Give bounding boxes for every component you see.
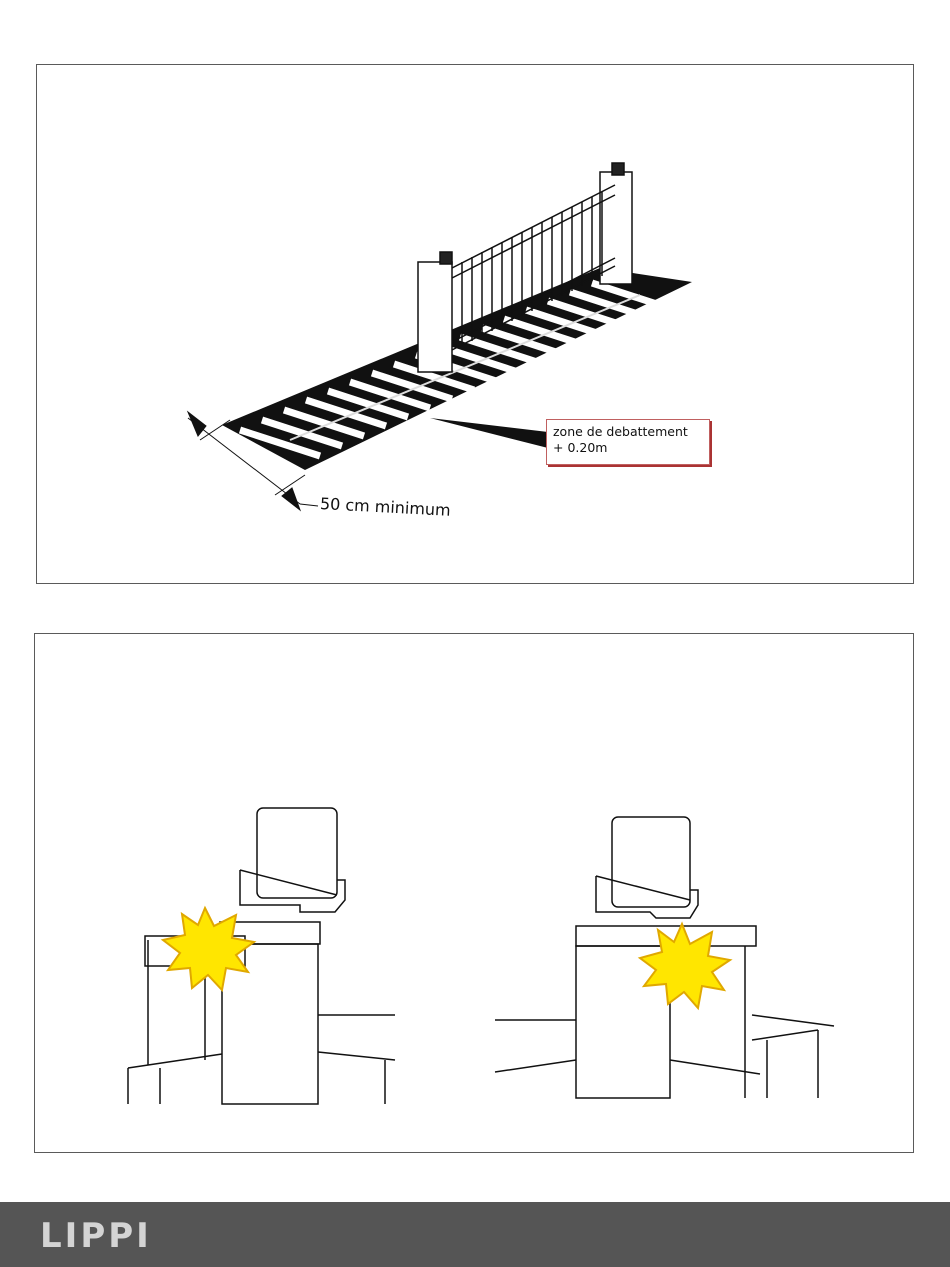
hazard-burst-left xyxy=(163,908,254,990)
lippi-logo: LIPPI xyxy=(40,1216,152,1256)
footer-bar xyxy=(0,1202,950,1267)
dimension-label: 50 cm minimum xyxy=(319,494,452,520)
callout-line1: zone de debattement xyxy=(553,424,688,439)
hazard-burst-right xyxy=(640,924,730,1008)
callout-line2: + 0.20m xyxy=(553,440,608,455)
crush-point-left xyxy=(128,808,395,1104)
